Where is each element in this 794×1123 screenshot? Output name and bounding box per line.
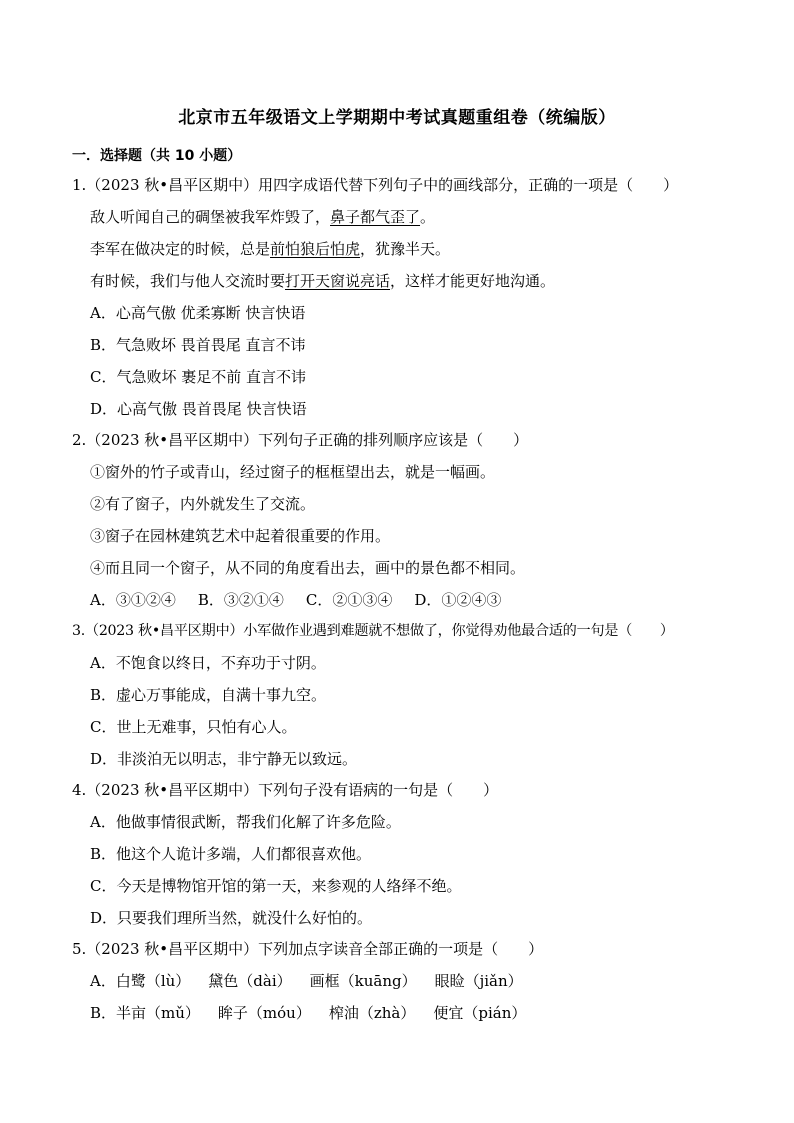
question-4-option-b: B．他这个人诡计多端，人们都很喜欢他。 <box>90 845 372 863</box>
question-2-stem: 2.（2023 秋•昌平区期中）下列句子正确的排列顺序应该是（ ） <box>72 431 529 449</box>
question-2-sentence-4: ④而且同一个窗子，从不同的角度看出去，画中的景色都不相同。 <box>90 559 526 577</box>
question-1-stem: 1.（2023 秋•昌平区期中）用四字成语代替下列句子中的画线部分，正确的一项是（ ） <box>72 176 679 194</box>
question-3-option-a: A．不饱食以终日，不弃功于寸阴。 <box>90 654 326 672</box>
option-item: 黛色（dài） <box>208 972 292 990</box>
underlined-phrase: 鼻子都气歪了 <box>330 208 421 226</box>
question-3-option-b: B．虚心万事能成，自满十事九空。 <box>90 686 327 704</box>
option-item: 榨油（zhà） <box>328 1004 416 1022</box>
question-4-option-d: D．只要我们理所当然，就没什么好怕的。 <box>90 909 373 927</box>
question-1-option-c: C．气急败坏 裹足不前 直言不讳 <box>90 368 307 386</box>
sentence-text: ，这样才能更好地沟通。 <box>390 272 556 290</box>
question-2-sentence-3: ③窗子在园林建筑艺术中起着很重要的作用。 <box>90 527 391 545</box>
question-3-option-d: D．非淡泊无以明志，非宁静无以致远。 <box>90 750 358 768</box>
option-item: B．半亩（mǔ） <box>90 1004 200 1022</box>
sentence-text: ，犹豫半天。 <box>360 240 451 258</box>
underlined-phrase: 前怕狼后怕虎 <box>270 240 361 258</box>
option-a: A．③①②④ <box>90 591 176 609</box>
question-3-option-c: C．世上无难事，只怕有心人。 <box>90 718 297 736</box>
option-item: 眼睑（jiǎn） <box>434 972 523 990</box>
question-1-option-d: D．心高气傲 畏首畏尾 快言快语 <box>90 400 307 418</box>
option-d: D．①②④③ <box>414 591 502 609</box>
sentence-text: 。 <box>420 208 436 226</box>
question-1-sentence-3 <box>90 271 555 291</box>
question-5-option-b <box>90 1003 526 1023</box>
question-3-stem: 3.（2023 秋•昌平区期中）小军做作业遇到难题就不想做了，你觉得劝他最合适的一句是（ ） <box>72 623 674 639</box>
question-2-options <box>90 590 501 610</box>
option-item: A．白鹭（lù） <box>90 972 191 990</box>
page-title: 北京市五年级语文上学期期中考试真题重组卷（统编版） <box>178 108 616 128</box>
sentence-text: 敌人听闻自己的碉堡被我军炸毁了， <box>90 208 331 226</box>
question-4-stem: 4.（2023 秋•昌平区期中）下列句子没有语病的一句是（ ） <box>72 781 499 799</box>
question-4-option-c: C．今天是博物馆开馆的第一天，来参观的人络绎不绝。 <box>90 877 462 895</box>
underlined-phrase: 打开天窗说亮话 <box>285 272 391 290</box>
section-heading: 一．选择题（共 10 小题） <box>72 148 242 164</box>
question-2-sentence-1: ①窗外的竹子或青山，经过窗子的框框望出去，就是一幅画。 <box>90 463 496 481</box>
question-5-option-a <box>90 971 523 991</box>
question-1-option-a: A．心高气傲 优柔寡断 快言快语 <box>90 304 306 322</box>
option-c: C．②①③④ <box>305 591 393 609</box>
question-1-option-b: B．气急败坏 畏首畏尾 直言不讳 <box>90 336 306 354</box>
option-item: 画框（kuāng） <box>309 972 417 990</box>
sentence-text: 李军在做决定的时候，总是 <box>90 240 271 258</box>
question-4-option-a: A．他做事情很武断，帮我们化解了许多危险。 <box>90 813 401 831</box>
question-2-sentence-2: ②有了窗子，内外就发生了交流。 <box>90 495 316 513</box>
sentence-text: 有时候，我们与他人交流时要 <box>90 272 286 290</box>
option-item: 便宜（pián） <box>433 1004 527 1022</box>
question-5-stem: 5.（2023 秋•昌平区期中）下列加点字读音全部正确的一项是（ ） <box>72 940 544 958</box>
question-1-sentence-2 <box>90 239 450 259</box>
question-1-sentence-1 <box>90 207 435 227</box>
option-item: 眸子（móu） <box>217 1004 311 1022</box>
option-b: B．③②①④ <box>197 591 284 609</box>
